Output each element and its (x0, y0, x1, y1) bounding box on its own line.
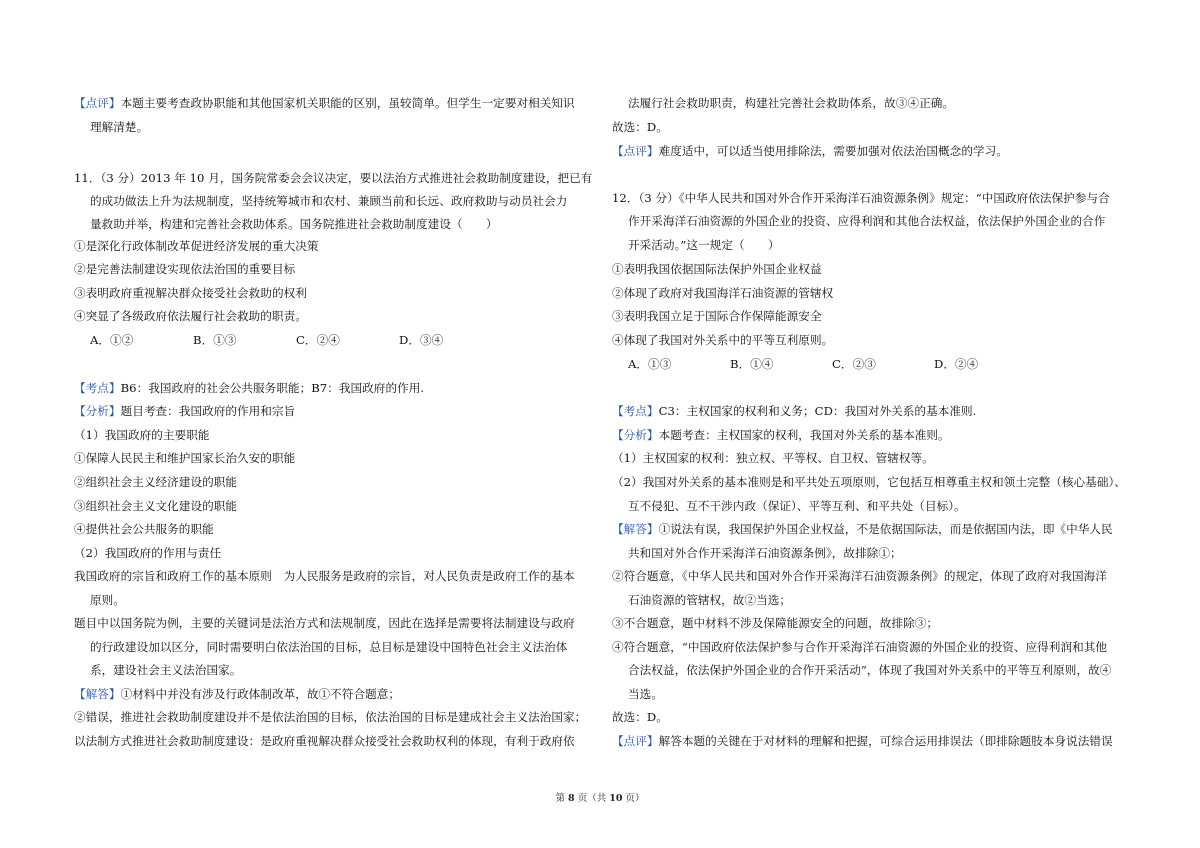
fenxi-text: 本题考查：主权国家的权利，我国对外关系的基本准则。 (658, 428, 950, 442)
zongzhi-line: 我国政府的宗旨和政府工作的基本原则 为人民服务是政府的宗旨，对人民负责是政府工作的基本 (74, 569, 575, 583)
jieda-line (74, 686, 400, 702)
q12-item: ①表明我国依据国际法保护外国企业权益 (612, 262, 822, 276)
jieda-line: ②符合题意，《中华人民共和国对外合作开采海洋石油资源条例》的规定，体现了政府对我国海洋 (612, 569, 1107, 583)
jieda-line: 石油资源的管辖权，故②当选； (628, 593, 792, 607)
fenxi-subheading: （2）我国对外关系的基本准则是和平共处五项原则，它包括互相尊重主权和领土完整（核心基础）、 (612, 475, 1126, 489)
footer-total-pages: 10 (609, 793, 623, 804)
fenxi-item: ④提供社会公共服务的职能 (74, 522, 214, 536)
comment-text: 难度适中，可以适当使用排除法，需要加强对依法治国概念的学习。 (658, 144, 1008, 158)
q11-options (90, 332, 502, 348)
zongzhi-line: 原则。 (90, 593, 125, 607)
fenxi-continuation: 互不侵犯、互不干涉内政（保证）、平等互利、和平共处（目标）。 (628, 499, 966, 513)
q12-option-c: C．②③ (832, 357, 876, 371)
kaodian-tag: 【考点】 (74, 381, 121, 395)
comment-text: 本题主要考查政协职能和其他国家机关职能的区别，虽较简单。但学生一定要对相关知识 (120, 96, 575, 110)
q11-item: ④突显了各级政府依法履行社会救助的职责。 (74, 309, 307, 323)
jieda-line: 合法权益，依法保护外国企业的合作开采活动”，体现了我国对外关系中的平等互利原则，故④ (628, 663, 1112, 677)
footer-prefix: 第 (555, 793, 569, 804)
jieda-line: 共和国对外合作开采海洋石油资源条例》，故排除①； (628, 546, 902, 560)
page-footer (0, 793, 1200, 805)
kaodian-line (612, 403, 976, 419)
jieda-line: ②错误，推进社会救助制度建设并不是依法治国的目标，依法治国的目标是建成社会主义法治国家； (74, 710, 587, 724)
q12-option-a: A．①③ (628, 357, 672, 371)
q12-item: ②体现了政府对我国海洋石油资源的管辖权 (612, 286, 834, 300)
fenxi-subheading: （1）主权国家的权利：独立权、平等权、自卫权、管辖权等。 (612, 451, 934, 465)
q11-stem-line: 量救助并举，构建和完善社会救助体系。国务院推进社会救助制度建设（ ） (90, 217, 498, 231)
jieda-line: ④符合题意，“中国政府依法保护参与合作开采海洋石油资源的外国企业的投资、应得利润和其他 (612, 640, 1108, 654)
comment-line (612, 733, 1113, 749)
timu-line: 系，建设社会主义法治国家。 (90, 663, 242, 677)
jieda-line (612, 521, 1113, 537)
timu-line: 的行政建设加以区分，同时需要明白依法治国的目标，总目标是建设中国特色社会主义法治体 (90, 640, 568, 654)
fenxi-subheading: （1）我国政府的主要职能 (74, 428, 210, 442)
comment-tag: 【点评】 (612, 734, 659, 748)
jieda-text: ①说法有误，我国保护外国企业权益，不是依据国际法，而是依据国内法，即《中华人民 (658, 522, 1113, 536)
fenxi-item: ③组织社会主义文化建设的职能 (74, 499, 238, 513)
jieda-text: ①材料中并没有涉及行政体制改革，故①不符合题意； (120, 687, 401, 701)
fenxi-line (74, 403, 295, 419)
fenxi-item: ②组织社会主义经济建设的职能 (74, 475, 238, 489)
q12-option-d: D．②④ (934, 357, 979, 371)
timu-line: 题目中以国务院为例，主要的关键词是法治方式和法规制度，因此在选择是需要将法制建设与政府 (74, 616, 575, 630)
fenxi-item: ①保障人民民主和维护国家长治久安的职能 (74, 451, 296, 465)
q11-option-b: B．①③ (193, 333, 237, 347)
q11-item: ②是完善法制建设实现依法治国的重要目标 (74, 262, 296, 276)
q11-option-c: C．②④ (296, 333, 340, 347)
q12-item: ③表明我国立足于国际合作保障能源安全 (612, 309, 822, 323)
kaodian-text: C3：主权国家的权利和义务；CD：我国对外关系的基本准则. (658, 404, 977, 418)
kaodian-tag: 【考点】 (612, 404, 659, 418)
q11-item: ③表明政府重视解决群众接受社会救助的权利 (74, 286, 307, 300)
footer-suffix: 页） (622, 793, 645, 804)
jieda-tag: 【解答】 (612, 522, 659, 536)
comment-line (612, 143, 1008, 159)
q12-stem-line: 作开采海洋石油资源的外国企业的投资、应得利润和其他合法权益，依法保护外国企业的合作 (628, 214, 1106, 228)
comment-tag: 【点评】 (612, 144, 659, 158)
fenxi-tag: 【分析】 (74, 404, 121, 418)
q12-option-b: B．①④ (730, 357, 774, 371)
comment-tag: 【点评】 (74, 96, 121, 110)
q12-stem-line: 12．（3 分）《中华人民共和国对外合作开采海洋石油资源条例》规定：“中国政府依法保护参与合 (612, 191, 1110, 205)
continuation-line: 法履行社会救助职责，构建社完善社会救助体系，故③④正确。 (628, 96, 955, 110)
footer-page-number: 8 (568, 793, 575, 804)
q12-stem-line: 开采活动。”这一规定（ ） (628, 238, 780, 252)
fenxi-line (612, 427, 950, 443)
comment-text: 解答本题的关键在于对材料的理解和把握，可综合运用排误法（即排除题肢本身说法错误 (658, 734, 1113, 748)
fenxi-text: 题目考查：我国政府的作用和宗旨 (120, 404, 296, 418)
q12-item: ④体现了我国对外关系中的平等互利原则。 (612, 333, 834, 347)
answer-line: 故选：D。 (612, 120, 668, 134)
fenxi-subheading: （2）我国政府的作用与责任 (74, 546, 222, 560)
q11-option-a: A．①② (90, 333, 134, 347)
q11-item: ①是深化行政体制改革促进经济发展的重大决策 (74, 239, 319, 253)
jieda-line: ③不合题意，题中材料不涉及保障能源安全的问题，故排除③； (612, 616, 939, 630)
jieda-line: 以法制方式推进社会救助制度建设：是政府重视解决群众接受社会救助权利的体现，有利于政府依 (74, 734, 575, 748)
q11-stem-line: 11．（3 分）2013 年 10 月，国务院常委会会议决定，要以法治方式推进社会救助制度建设，把已有 (74, 171, 593, 185)
q11-stem-line: 的成功做法上升为法规制度，坚持统筹城市和农村、兼顾当前和长远、政府救助与动员社会力 (90, 194, 568, 208)
kaodian-text: B6：我国政府的社会公共服务职能；B7：我国政府的作用. (120, 381, 425, 395)
q12-options (628, 356, 1036, 372)
q11-option-d: D．③④ (399, 333, 444, 347)
footer-middle: 页（共 (574, 793, 610, 804)
jieda-tag: 【解答】 (74, 687, 121, 701)
comment-line (74, 95, 575, 111)
answer-line: 故选：D。 (612, 710, 668, 724)
comment-continuation: 理解清楚。 (90, 120, 149, 134)
kaodian-line (74, 380, 424, 396)
jieda-line: 当选。 (628, 687, 663, 701)
fenxi-tag: 【分析】 (612, 428, 659, 442)
